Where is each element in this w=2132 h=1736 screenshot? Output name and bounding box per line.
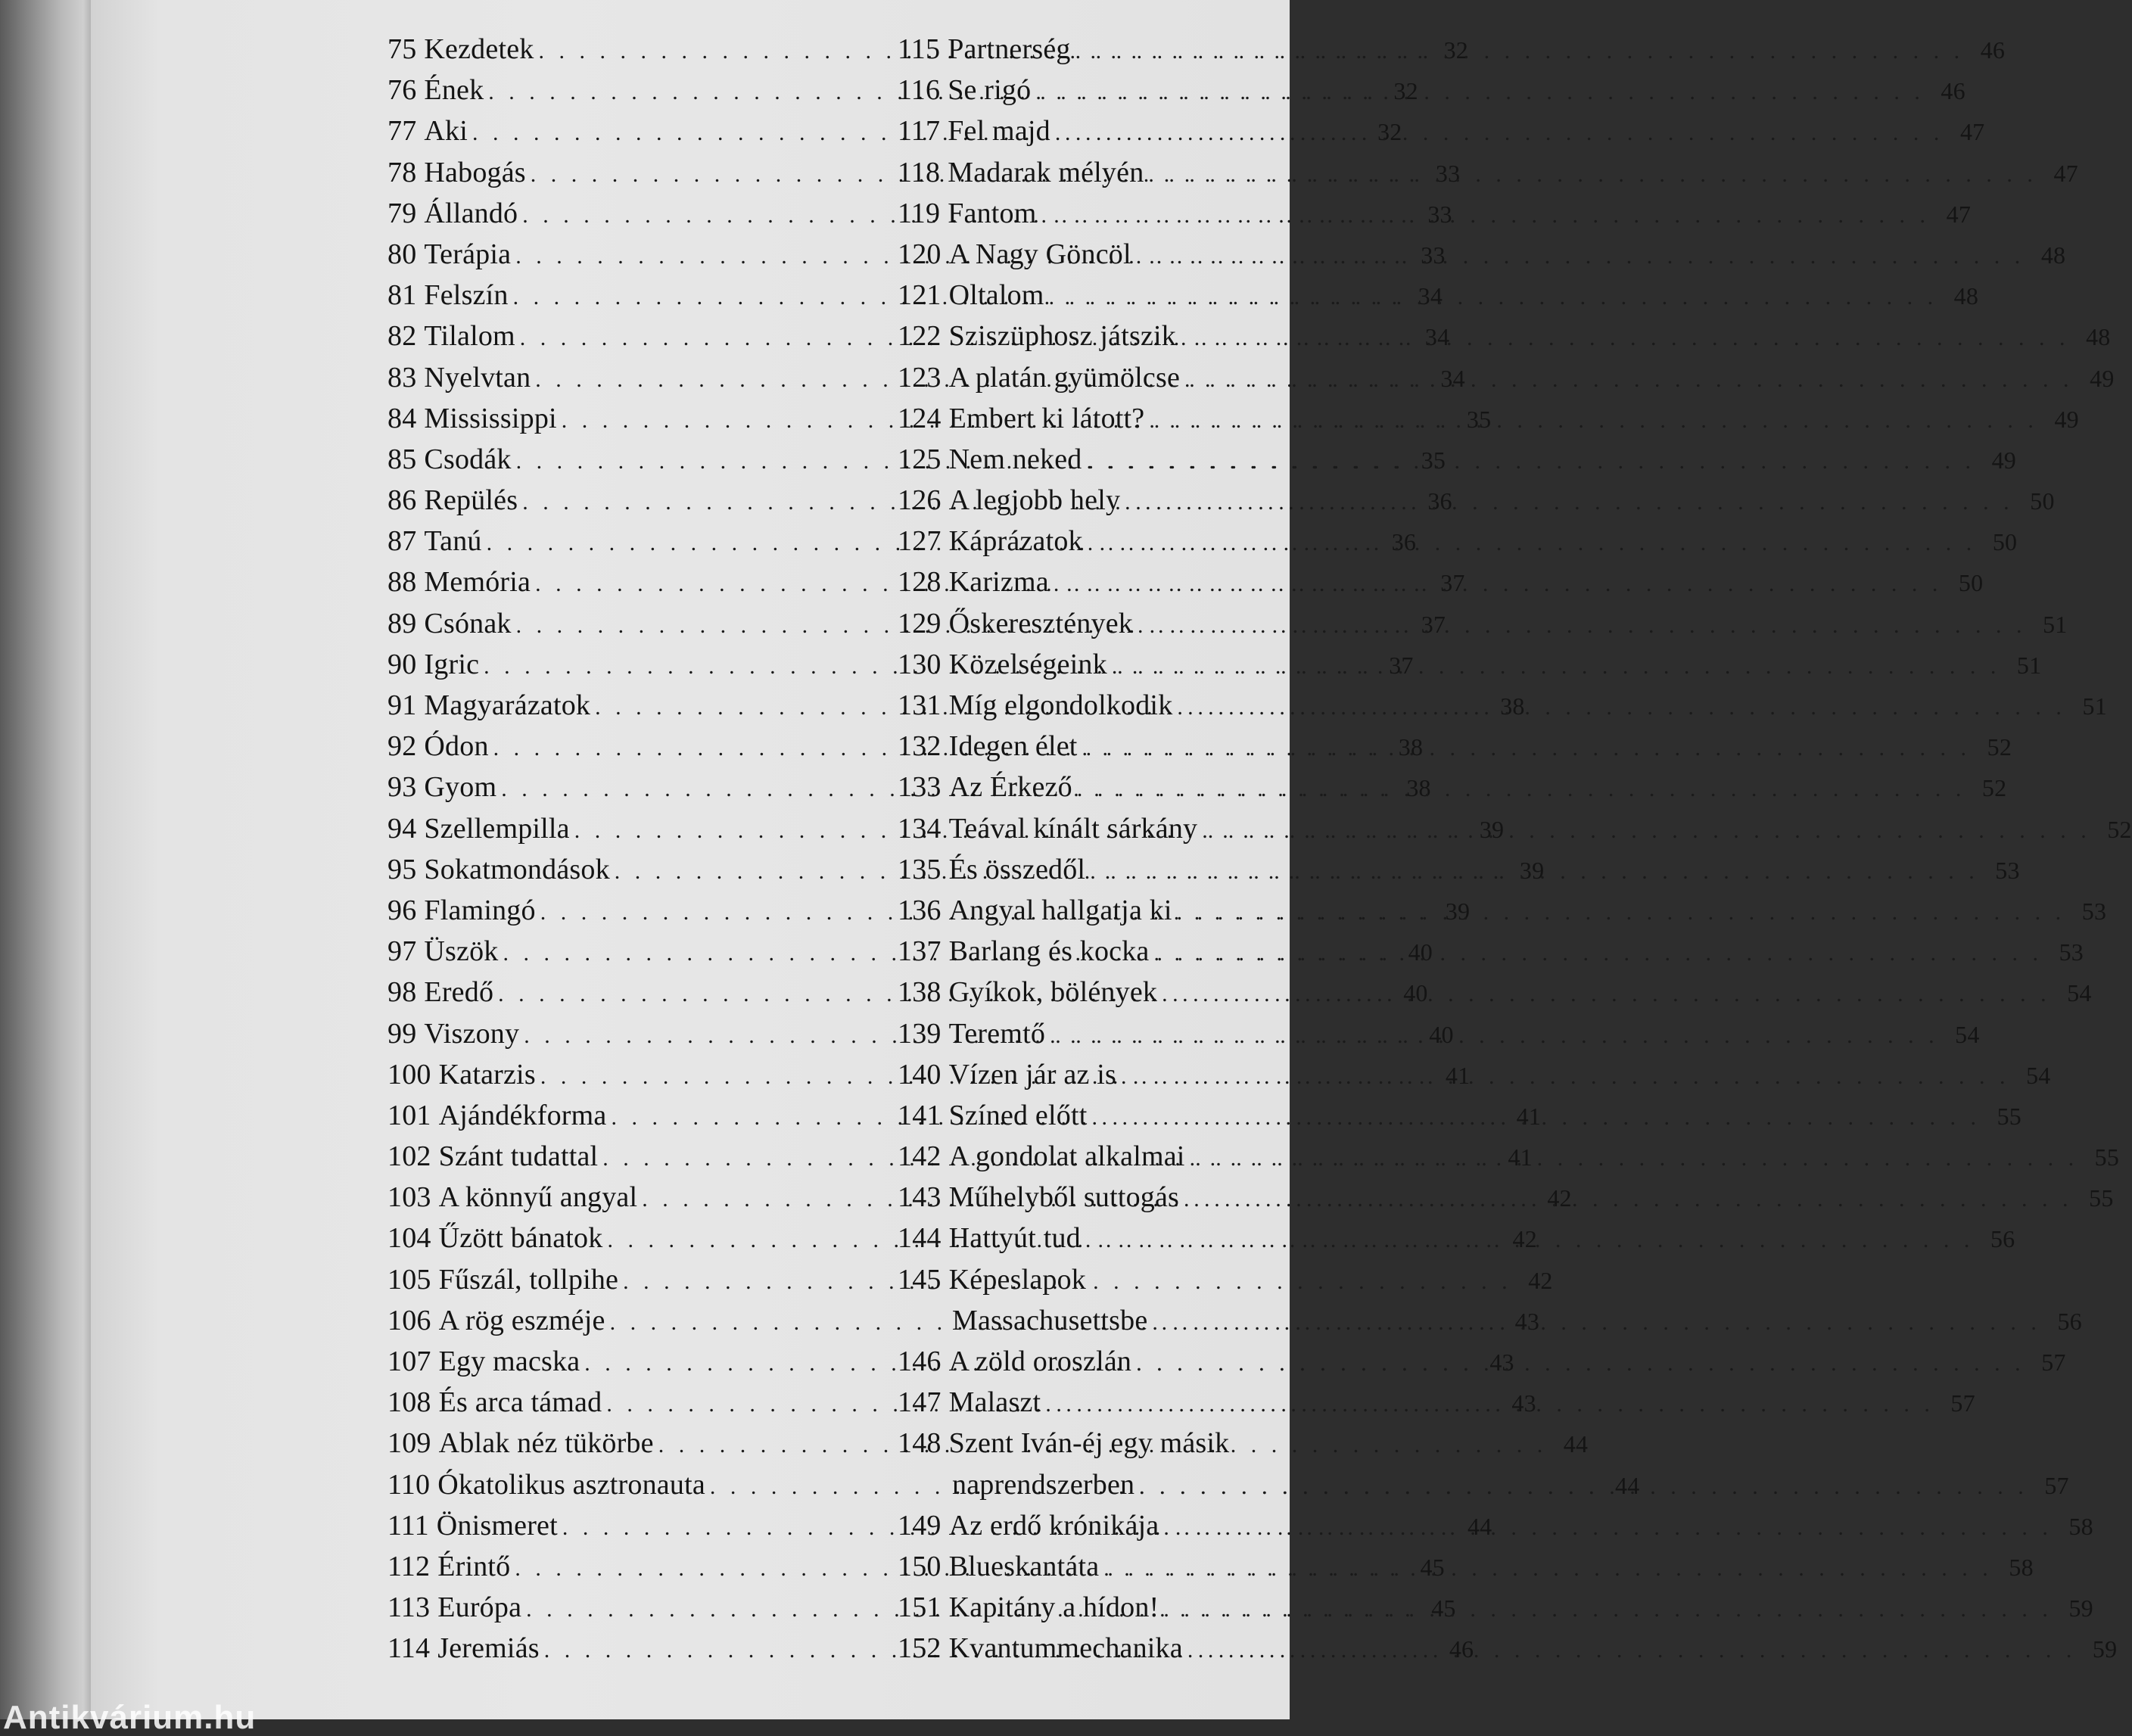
dot-leader [1087, 441, 1976, 482]
entry-page-number: 50 [1958, 569, 1984, 597]
entry-title: Memória [424, 566, 531, 599]
entry-page-number: 41 [1508, 1143, 1533, 1171]
entry-number: 92 [387, 730, 417, 763]
entry-title: A Nagy Göncöl [948, 238, 1131, 270]
entry-number: 83 [387, 361, 417, 394]
entry-page-number: 46 [1980, 36, 2006, 64]
entry-number: 75 [387, 33, 417, 65]
entry-page-number: 57 [1950, 1389, 1975, 1417]
entry-title: Ének [424, 74, 484, 107]
entry-title: Aki [424, 115, 468, 148]
entry-title: Nem neked [948, 443, 1082, 475]
entry-page-number: 55 [2094, 1143, 2120, 1171]
entry-title: A rög eszméje [438, 1304, 605, 1336]
entry-title: Karizma [948, 566, 1049, 599]
entry-number: 80 [387, 238, 417, 270]
entry-number: 77 [387, 115, 417, 148]
entry-page-number: 52 [2107, 815, 2132, 843]
dot-leader [1149, 400, 2038, 441]
entry-title: Flamingó [424, 894, 536, 926]
entry-page-number: 54 [1955, 1020, 1980, 1048]
entry-number: 94 [387, 812, 417, 845]
entry-number: 127 [898, 525, 942, 558]
entry-page-number: 33 [1435, 159, 1461, 187]
entry-title: Terápia [424, 238, 512, 270]
dot-leader [1049, 277, 1938, 318]
entry-title: Ódon [424, 730, 489, 763]
dot-leader [1162, 974, 2051, 1015]
entry-title: Habogás [424, 156, 526, 188]
entry-page-number: 54 [2026, 1061, 2051, 1089]
entry-page-number: 50 [1992, 528, 2018, 556]
entry-page-number: 44 [1563, 1430, 1589, 1458]
entry-title: Hattyút tud [948, 1222, 1081, 1255]
entry-number: 129 [898, 607, 942, 639]
entry-title: Fantom [948, 197, 1037, 229]
entry-title: És arca támad [438, 1386, 602, 1419]
dot-leader [1177, 892, 2066, 933]
entry-page-number: 45 [1431, 1594, 1456, 1622]
entry-page-number: 36 [1391, 528, 1417, 556]
entry-number: 85 [387, 443, 417, 475]
entry-title: Ókatolikus asztronauta [437, 1468, 705, 1501]
entry-number: 138 [898, 976, 942, 1009]
entry-page-number: 49 [2090, 364, 2115, 392]
dot-leader [1181, 318, 2070, 359]
entry-page-number: 39 [1445, 897, 1471, 925]
entry-number: 105 [387, 1263, 431, 1296]
entry-page-number: 34 [1418, 282, 1443, 310]
entry-number: 82 [387, 320, 417, 353]
entry-number: 84 [387, 402, 417, 434]
entry-page-number: 58 [2068, 1512, 2093, 1540]
entry-page-number: 47 [1959, 118, 1985, 146]
entry-title: Képeslapok [948, 1263, 1086, 1296]
entry-number: 143 [898, 1181, 942, 1214]
entry-number: 145 [898, 1263, 942, 1296]
entry-title: Fűszál, tollpihe [438, 1263, 619, 1296]
dot-leader [1088, 523, 1977, 564]
entry-number: 123 [898, 361, 942, 394]
entry-page-number: 57 [2044, 1471, 2069, 1499]
book-spine [0, 0, 98, 1719]
entry-number: 88 [387, 566, 417, 599]
entry-page-number: 49 [1991, 446, 2017, 474]
entry-number: 114 [387, 1632, 431, 1665]
entry-number: 131 [898, 689, 942, 721]
entry-number: 99 [387, 1017, 417, 1050]
dot-leader [1125, 482, 2014, 523]
book-page [91, 0, 2132, 1719]
entry-title: Gyom [424, 771, 497, 804]
entry-number: 147 [898, 1386, 942, 1419]
entry-page-number: 46 [1449, 1635, 1474, 1663]
entry-number: 149 [898, 1509, 942, 1542]
entry-page-number: 47 [1946, 200, 1972, 228]
entry-title: Őskeresztények [948, 607, 1133, 639]
entry-title: Kezdetek [424, 33, 534, 65]
entry-number: 142 [898, 1140, 942, 1173]
dot-leader [1136, 1343, 2025, 1384]
entry-title: A zöld oroszlán [948, 1346, 1132, 1377]
entry-title: Közelségeink [948, 648, 1107, 680]
entry-title: Jeremiás [437, 1632, 540, 1665]
entry-number: 137 [898, 935, 942, 968]
entry-number: 112 [387, 1550, 431, 1582]
entry-page-number: 33 [1427, 200, 1452, 228]
dot-leader [1091, 1097, 1981, 1138]
entry-number: 107 [387, 1346, 431, 1377]
entry-number: 97 [387, 935, 417, 968]
entry-page-number: 59 [2092, 1635, 2118, 1663]
entry-title: Madarak mélyén [948, 156, 1144, 188]
entry-number: 146 [898, 1346, 942, 1377]
entry-page-number: 50 [2030, 487, 2055, 515]
entry-number: 115 [898, 33, 941, 65]
entry-page-number: 43 [1514, 1307, 1540, 1335]
entry-number: 135 [898, 853, 942, 885]
entry-page-number: 53 [2081, 897, 2107, 925]
entry-page-number: 42 [1512, 1225, 1537, 1253]
dot-leader [1090, 851, 1979, 892]
entry-number: 128 [898, 566, 942, 599]
entry-page-number: 48 [2086, 323, 2111, 351]
dot-leader [1152, 1302, 2041, 1343]
entry-page-number: 42 [1547, 1184, 1572, 1212]
dot-leader [1148, 154, 2037, 195]
entry-number: 109 [387, 1427, 431, 1460]
entry-title: Az Érkező [948, 771, 1072, 804]
entry-number: 141 [898, 1099, 942, 1131]
dot-leader [1075, 31, 1965, 72]
dot-leader [1121, 1056, 2010, 1097]
entry-number: 93 [387, 771, 417, 804]
dot-leader [1202, 810, 2091, 851]
entry-number: 79 [387, 197, 417, 229]
entry-title: Szent Iván-éj egy másik [948, 1427, 1230, 1460]
entry-page-number: 39 [1479, 815, 1505, 843]
entry-page-number: 33 [1421, 241, 1446, 269]
entry-number: 116 [898, 74, 941, 107]
dot-leader [1077, 769, 1966, 810]
entry-page-number: 48 [2040, 241, 2066, 269]
entry-title: Embert ki látott? [948, 402, 1145, 434]
entry-page-number: 34 [1424, 323, 1450, 351]
entry-title: A legjobb hely [948, 484, 1121, 517]
entry-page-number: 40 [1403, 979, 1428, 1007]
entry-title: Idegen élet [948, 730, 1078, 763]
entry-number: 140 [898, 1058, 942, 1090]
entry-title: Kapitány a hídon! [948, 1591, 1159, 1624]
entry-title: Oltalom [948, 279, 1044, 312]
entry-number: 121 [898, 279, 942, 312]
dot-leader [1139, 1467, 2028, 1507]
entry-page-number: 51 [2082, 692, 2107, 720]
entry-title: Káprázatok [948, 525, 1083, 558]
entry-number: 125 [898, 443, 942, 475]
entry-number: 100 [387, 1058, 431, 1090]
dot-leader [1103, 1548, 1993, 1589]
dot-leader [1054, 564, 1943, 605]
entry-title: Magyarázatok [424, 689, 591, 721]
entry-title: Állandó [424, 197, 518, 229]
entry-title: Eredő [424, 976, 494, 1009]
dot-leader [1184, 359, 2074, 400]
entry-number: 148 [898, 1427, 942, 1460]
entry-page-number: 36 [1427, 487, 1452, 515]
entry-title: Gyíkok, bölények [948, 976, 1158, 1009]
entry-title: Se rigó [948, 74, 1032, 107]
entry-number: 104 [387, 1222, 431, 1255]
toc-entry [898, 1423, 1337, 1464]
dot-leader [1184, 1179, 2073, 1220]
entry-number: 111 [387, 1509, 429, 1542]
entry-title: Csodák [424, 443, 512, 475]
entry-page-number: 32 [1377, 118, 1402, 146]
entry-page-number: 46 [1941, 77, 1965, 105]
entry-page-number: 58 [2009, 1553, 2034, 1581]
entry-page-number: 40 [1429, 1020, 1454, 1048]
entry-number: 76 [387, 74, 417, 107]
entry-number: 130 [898, 648, 942, 680]
entry-number: 134 [898, 812, 942, 845]
entry-number: 119 [898, 197, 941, 229]
entry-number: 78 [387, 156, 417, 188]
entry-page-number: 37 [1421, 610, 1446, 638]
entry-number: 117 [898, 115, 941, 148]
entry-title: Fel majd [948, 115, 1050, 148]
entry-number: 95 [387, 853, 417, 885]
toc-entry [898, 1095, 2022, 1136]
entry-title: Vízen jár az is [948, 1058, 1116, 1090]
entry-title: A gondolat alkalmai [948, 1140, 1185, 1173]
entry-number: 151 [898, 1591, 942, 1624]
entry-number: 108 [387, 1386, 431, 1419]
entry-number: 122 [898, 320, 942, 353]
entry-title: Műhelyből suttogás [948, 1181, 1180, 1214]
dot-leader [1163, 1507, 2053, 1548]
entry-page-number: 54 [2067, 979, 2092, 1007]
entry-page-number: 38 [1500, 692, 1525, 720]
entry-title: Angyal hallgatja ki [948, 894, 1172, 926]
entry-page-number: 38 [1398, 733, 1424, 761]
entry-page-number: 42 [1528, 1266, 1553, 1294]
dot-leader [1045, 1384, 1934, 1425]
entry-page-number: 39 [1519, 856, 1545, 884]
entry-title: Önismeret [436, 1509, 558, 1542]
toc-entry [898, 1259, 1337, 1300]
entry-page-number: 51 [2043, 610, 2068, 638]
entry-title: Ablak néz tükörbe [438, 1427, 654, 1460]
entry-title: Felszín [424, 279, 509, 312]
entry-page-number: 41 [1445, 1061, 1471, 1089]
dot-leader [1112, 646, 2001, 687]
entry-title: Viszony [424, 1017, 520, 1050]
dot-leader [1138, 605, 2027, 646]
entry-number: 103 [387, 1181, 431, 1214]
entry-number: 110 [387, 1468, 431, 1501]
entry-title: Mississippi [424, 402, 557, 434]
entry-title: Míg elgondolkodik [948, 689, 1173, 721]
entry-number: 124 [898, 402, 942, 434]
dot-leader [1190, 1138, 2079, 1179]
watermark-logo: Antikvárium.hu [3, 1699, 257, 1736]
entry-title: Kvantummechanika [948, 1632, 1183, 1665]
entry-number: 106 [387, 1304, 431, 1336]
toc-column-right [898, 29, 2132, 1669]
entry-page-number: 37 [1440, 569, 1465, 597]
entry-number: 81 [387, 279, 417, 312]
entry-page-number: 47 [2053, 159, 2078, 187]
entry-page-number: 59 [2068, 1594, 2093, 1622]
entry-number: 90 [387, 648, 417, 680]
dot-leader [1163, 1589, 2053, 1630]
entry-title: Érintő [437, 1550, 511, 1582]
entry-page-number: 44 [1467, 1512, 1492, 1540]
dot-leader [1187, 1630, 2077, 1671]
entry-number: 144 [898, 1222, 942, 1255]
entry-page-number: 43 [1489, 1349, 1514, 1376]
entry-number: 96 [387, 894, 417, 926]
entry-title: Teával kínált sárkány [948, 812, 1198, 845]
entry-page-number: 48 [1953, 282, 1979, 310]
entry-title: Barlang és kocka [948, 935, 1150, 968]
dot-leader [1082, 728, 1972, 769]
entry-page-number: 51 [2016, 651, 2042, 679]
entry-title: Üszök [424, 935, 499, 968]
entry-page-number: 32 [1443, 36, 1468, 64]
entry-number: 120 [898, 238, 942, 270]
entry-number: 113 [387, 1591, 431, 1624]
entry-page-number: 35 [1466, 405, 1492, 433]
entry-number: 139 [898, 1017, 942, 1050]
entry-title: Repülés [424, 484, 518, 517]
entry-title: Európa [437, 1591, 522, 1624]
entry-page-number: 53 [2059, 938, 2084, 966]
entry-page-number: 52 [1987, 733, 2012, 761]
entry-title: A platán gyümölcse [948, 361, 1181, 394]
dot-leader [1085, 1220, 1975, 1261]
entry-page-number: 55 [2089, 1184, 2114, 1212]
entry-page-number: 34 [1440, 364, 1465, 392]
entry-title: Ajándékforma [438, 1099, 607, 1131]
entry-page-number: 55 [1997, 1102, 2022, 1130]
entry-page-number: 32 [1393, 77, 1418, 105]
entry-title: Űzött bánatok [438, 1222, 603, 1255]
entry-page-number: 53 [1995, 856, 2020, 884]
dot-leader [1136, 236, 2025, 277]
entry-page-number: 38 [1406, 774, 1431, 802]
entry-title: A könnyű angyal [438, 1181, 638, 1214]
entry-title: Tanú [424, 525, 482, 558]
dot-leader [1050, 1016, 1939, 1056]
entry-page-number: 56 [2057, 1307, 2082, 1335]
entry-number: 118 [898, 156, 941, 188]
entry-title: Sziszüphosz játszik [948, 320, 1176, 353]
entry-page-number: 40 [1408, 938, 1433, 966]
dot-leader [1035, 72, 1925, 113]
entry-number: 86 [387, 484, 417, 517]
entry-title: És összedől [948, 853, 1086, 885]
entry-title: Partnerség [948, 33, 1071, 65]
entry-title: Az erdő krónikája [948, 1509, 1159, 1542]
entry-number: 89 [387, 607, 417, 639]
entry-title: Nyelvtan [424, 361, 531, 394]
entry-title: Szánt tudattal [438, 1140, 599, 1173]
entry-title: Blueskantáta [948, 1550, 1100, 1582]
entry-page-number: 41 [1516, 1102, 1541, 1130]
entry-number: 152 [898, 1632, 942, 1665]
entry-page-number: 56 [1990, 1225, 2015, 1253]
entry-number: 136 [898, 894, 942, 926]
entry-page-number: 52 [1981, 774, 2007, 802]
dot-leader [1055, 113, 1944, 154]
entry-page-number: 45 [1420, 1553, 1445, 1581]
dot-leader [1154, 933, 2043, 974]
entry-title: Katarzis [438, 1058, 536, 1090]
entry-number: 87 [387, 525, 417, 558]
entry-title: Egy macska [438, 1346, 580, 1377]
entry-number: 132 [898, 730, 942, 763]
entry-page-number: 49 [2054, 405, 2079, 433]
entry-title-continued: naprendszerben [952, 1468, 1135, 1501]
entry-number: 133 [898, 771, 942, 804]
entry-title: Sokatmondások [424, 853, 610, 885]
entry-page-number: 43 [1511, 1389, 1536, 1417]
entry-title: Tilalom [424, 320, 515, 353]
entry-title: Szellempilla [424, 812, 570, 845]
entry-number: 102 [387, 1140, 431, 1173]
entry-title: Igric [424, 648, 480, 680]
entry-number: 126 [898, 484, 942, 517]
entry-number: 101 [387, 1099, 431, 1131]
entry-title: Teremtő [948, 1017, 1046, 1050]
entry-title: Csónak [424, 607, 512, 639]
entry-number: 91 [387, 689, 417, 721]
entry-number: 98 [387, 976, 417, 1009]
entry-page-number: 44 [1615, 1471, 1640, 1499]
entry-page-number: 37 [1389, 651, 1414, 679]
entry-page-number: 35 [1421, 446, 1446, 474]
entry-number: 150 [898, 1550, 942, 1582]
dot-leader [1041, 195, 1931, 236]
entry-title: Színed előtt [948, 1099, 1088, 1131]
entry-title: Malaszt [948, 1386, 1041, 1419]
entry-title-continued: Massachusettsbe [952, 1304, 1148, 1336]
dot-leader [1177, 687, 2066, 728]
entry-page-number: 57 [2041, 1349, 2066, 1376]
